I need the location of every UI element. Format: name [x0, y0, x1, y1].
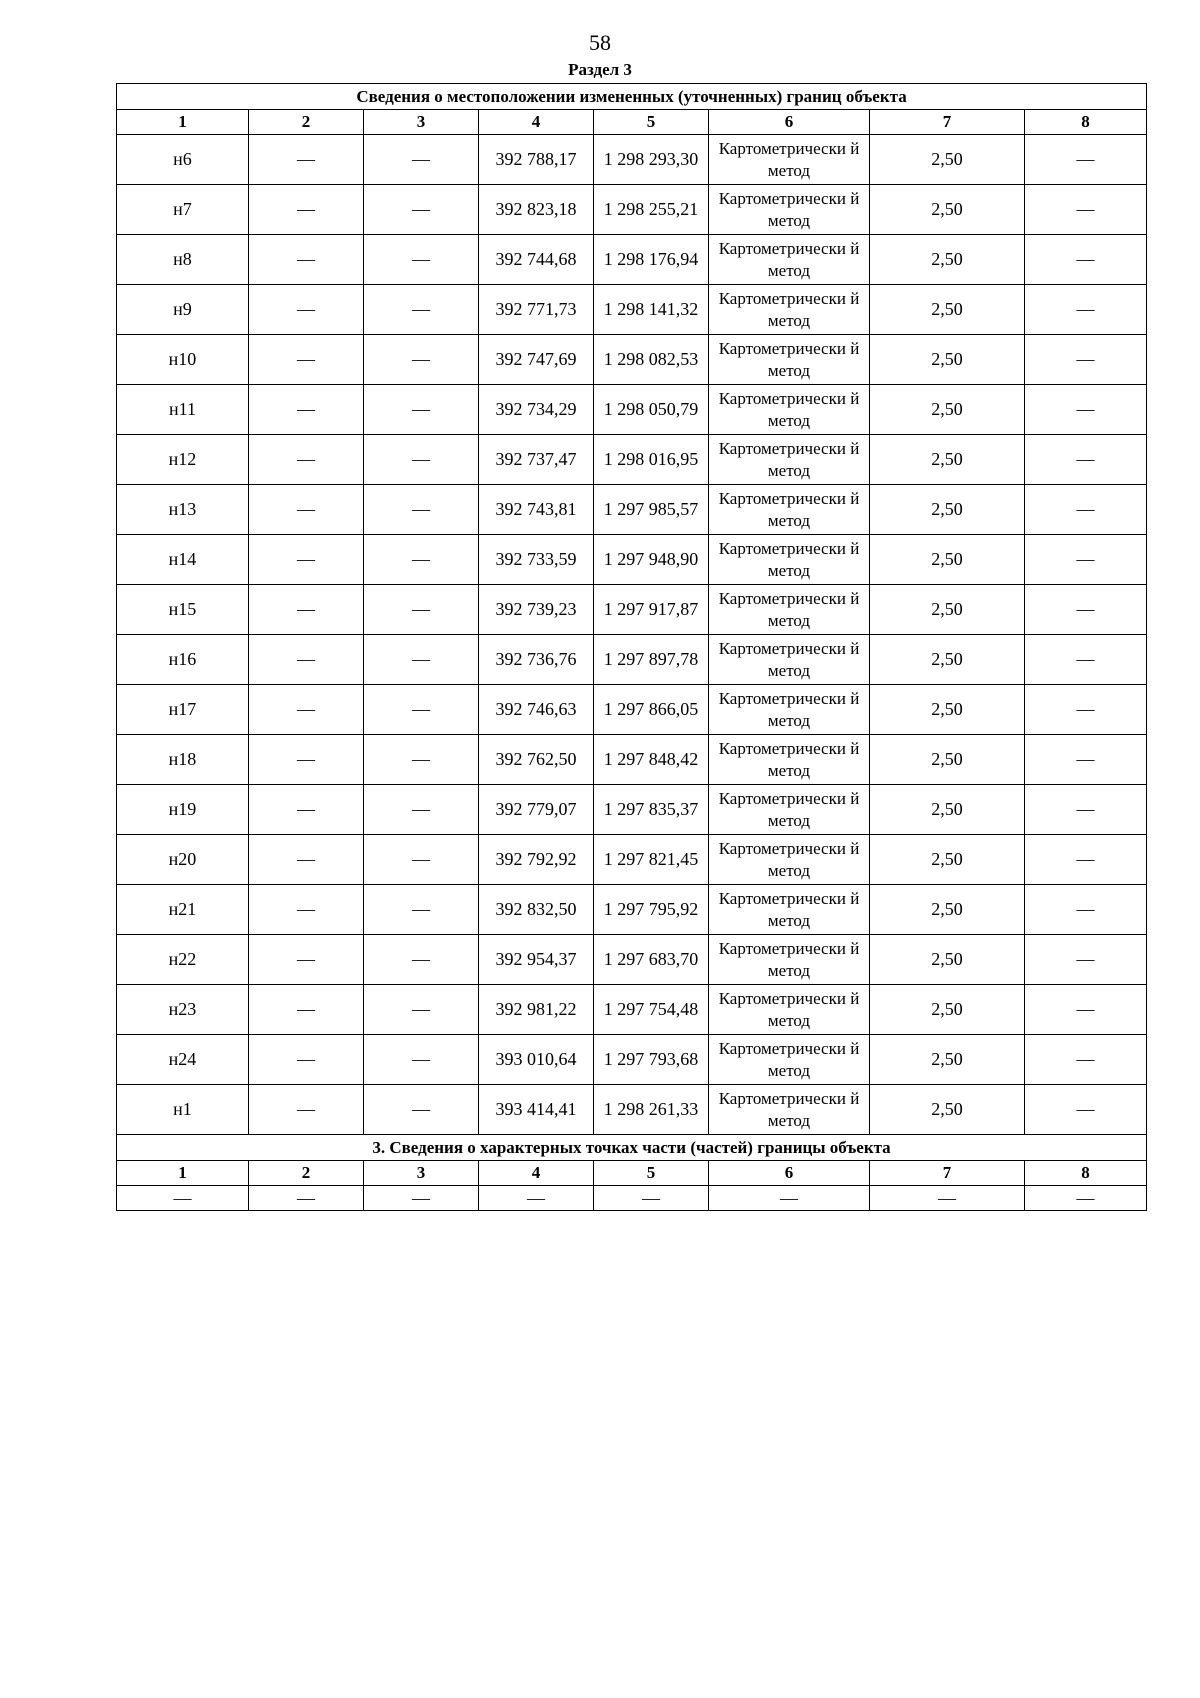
table-cell: 393 414,41 [479, 1085, 594, 1135]
column-number-cell: 3 [364, 110, 479, 135]
table1-title [117, 84, 1147, 110]
table-cell: 1 297 683,70 [594, 935, 709, 985]
column-number-cell: 6 [709, 1161, 870, 1186]
table-cell: 2,50 [870, 685, 1025, 735]
table-row [117, 135, 1147, 185]
table-cell: 392 771,73 [479, 285, 594, 335]
table-cell: н7 [117, 185, 249, 235]
table-cell: 392 746,63 [479, 685, 594, 735]
table-row [117, 635, 1147, 685]
table-cell: — [1025, 1186, 1147, 1211]
table-cell: 392 823,18 [479, 185, 594, 235]
table-cell: Картометрически й метод [709, 985, 870, 1035]
table-cell: — [1025, 385, 1147, 435]
table-cell: 1 297 866,05 [594, 685, 709, 735]
table-cell: н18 [117, 735, 249, 785]
table-cell: — [364, 1035, 479, 1085]
table-cell: — [249, 1186, 364, 1211]
table-cell: — [1025, 235, 1147, 285]
column-number-cell: 2 [249, 1161, 364, 1186]
table-cell: — [364, 435, 479, 485]
table-cell: Картометрически й метод [709, 135, 870, 185]
table-cell: Картометрически й метод [709, 685, 870, 735]
table-cell: — [249, 335, 364, 385]
table-row [117, 735, 1147, 785]
table-cell: Картометрически й метод [709, 585, 870, 635]
table-cell: Картометрически й метод [709, 785, 870, 835]
table-cell: — [117, 1186, 249, 1211]
table-cell: 2,50 [870, 885, 1025, 935]
table-cell: 392 733,59 [479, 535, 594, 585]
table-cell: 1 297 948,90 [594, 535, 709, 585]
table-cell: 392 832,50 [479, 885, 594, 935]
table-row [117, 1035, 1147, 1085]
table-cell: — [364, 185, 479, 235]
column-number-cell: 8 [1025, 110, 1147, 135]
table-cell: — [249, 535, 364, 585]
section-title: Раздел 3 [568, 60, 632, 79]
table-cell: — [1025, 735, 1147, 785]
table-cell: н22 [117, 935, 249, 985]
table-row [117, 185, 1147, 235]
table-cell: н10 [117, 335, 249, 385]
table-cell: — [249, 1085, 364, 1135]
table-cell: — [249, 735, 364, 785]
column-number-cell: 1 [117, 110, 249, 135]
table-cell: — [1025, 1035, 1147, 1085]
table-cell: Картометрически й метод [709, 835, 870, 885]
table-cell: — [364, 835, 479, 885]
table-cell: — [1025, 185, 1147, 235]
table-cell: — [364, 585, 479, 635]
table-cell: — [249, 185, 364, 235]
table-cell: Картометрически й метод [709, 385, 870, 435]
table-cell: 392 734,29 [479, 385, 594, 435]
table2-column-numbers [117, 1161, 1147, 1186]
table-cell: н23 [117, 985, 249, 1035]
table-cell: — [364, 735, 479, 785]
table-cell: 392 737,47 [479, 435, 594, 485]
table-cell: — [364, 885, 479, 935]
table-cell: — [249, 935, 364, 985]
table-row [117, 285, 1147, 335]
table-cell: — [1025, 1085, 1147, 1135]
table-cell: — [364, 985, 479, 1035]
column-number-cell: 7 [870, 1161, 1025, 1186]
table-cell: — [249, 235, 364, 285]
table-cell: 2,50 [870, 385, 1025, 435]
table-cell: — [249, 685, 364, 735]
table-row [117, 235, 1147, 285]
table-cell: н12 [117, 435, 249, 485]
table2-title-text: 3. Сведения о характерных точках части (частей) границы объекта [117, 1135, 1147, 1161]
table-cell: 1 298 050,79 [594, 385, 709, 435]
table-cell: 1 297 793,68 [594, 1035, 709, 1085]
table-cell: 392 736,76 [479, 635, 594, 685]
table-cell: — [1025, 535, 1147, 585]
table-cell: — [1025, 135, 1147, 185]
table-row [117, 1085, 1147, 1135]
table-cell: 1 297 985,57 [594, 485, 709, 535]
table-cell: н24 [117, 1035, 249, 1085]
table-cell: — [870, 1186, 1025, 1211]
table-cell: — [249, 285, 364, 335]
column-number-cell: 6 [709, 110, 870, 135]
table-cell: Картометрически й метод [709, 235, 870, 285]
table-cell: 2,50 [870, 285, 1025, 335]
table-row [117, 535, 1147, 585]
table-cell: Картометрически й метод [709, 285, 870, 335]
table-cell: — [709, 1186, 870, 1211]
table-cell: н20 [117, 835, 249, 885]
table2-title [117, 1135, 1147, 1161]
table-cell: — [364, 1186, 479, 1211]
table-cell: Картометрически й метод [709, 1085, 870, 1135]
table-cell: 1 298 255,21 [594, 185, 709, 235]
table-cell: 1 297 835,37 [594, 785, 709, 835]
column-number-cell: 2 [249, 110, 364, 135]
table-cell: н19 [117, 785, 249, 835]
table-cell: 2,50 [870, 535, 1025, 585]
table-cell: 2,50 [870, 485, 1025, 535]
table-cell: 2,50 [870, 1035, 1025, 1085]
table-cell: — [364, 285, 479, 335]
table-cell: — [364, 635, 479, 685]
table-cell: 392 779,07 [479, 785, 594, 835]
table-cell: 392 788,17 [479, 135, 594, 185]
table-cell: 1 297 917,87 [594, 585, 709, 635]
table-cell: 2,50 [870, 435, 1025, 485]
table-cell: 2,50 [870, 835, 1025, 885]
table-cell: н9 [117, 285, 249, 335]
table-cell: 2,50 [870, 785, 1025, 835]
table-cell: 1 298 016,95 [594, 435, 709, 485]
column-number-cell: 4 [479, 110, 594, 135]
column-number-cell: 4 [479, 1161, 594, 1186]
table-cell: 2,50 [870, 935, 1025, 985]
table-cell: 1 298 141,32 [594, 285, 709, 335]
table-cell: — [364, 935, 479, 985]
table-cell: — [1025, 485, 1147, 535]
table-cell: — [364, 785, 479, 835]
table-cell: — [249, 485, 364, 535]
table-cell: — [249, 985, 364, 1035]
table-cell: — [594, 1186, 709, 1211]
table-cell: 392 739,23 [479, 585, 594, 635]
table-cell: — [1025, 835, 1147, 885]
table-cell: — [1025, 785, 1147, 835]
table-cell: 1 298 082,53 [594, 335, 709, 385]
column-number-cell: 3 [364, 1161, 479, 1186]
table-cell: — [249, 885, 364, 935]
table-cell: — [1025, 985, 1147, 1035]
table-cell: — [1025, 585, 1147, 635]
table-cell: 1 298 261,33 [594, 1085, 709, 1135]
table-cell: — [1025, 635, 1147, 685]
table-cell: — [249, 1035, 364, 1085]
column-number-cell: 5 [594, 110, 709, 135]
table-cell: 2,50 [870, 1085, 1025, 1135]
table-row [117, 785, 1147, 835]
table-cell: — [364, 1085, 479, 1135]
table-cell: — [364, 485, 479, 535]
table-cell: Картометрически й метод [709, 435, 870, 485]
table1-title-text: Сведения о местоположении измененных (уточненных) границ объекта [117, 84, 1147, 110]
table-cell: 2,50 [870, 635, 1025, 685]
table-cell: Картометрически й метод [709, 1035, 870, 1085]
table-cell: — [1025, 685, 1147, 735]
table-cell: 2,50 [870, 735, 1025, 785]
table-row [117, 435, 1147, 485]
table-cell: — [249, 785, 364, 835]
table-cell: 2,50 [870, 135, 1025, 185]
table-cell: 1 297 754,48 [594, 985, 709, 1035]
table-cell: 392 744,68 [479, 235, 594, 285]
table-cell: н1 [117, 1085, 249, 1135]
table-cell: 2,50 [870, 185, 1025, 235]
table-row [117, 1186, 1147, 1211]
table-row [117, 685, 1147, 735]
table-cell: н17 [117, 685, 249, 735]
table-row [117, 585, 1147, 635]
table1-column-numbers [117, 110, 1147, 135]
table-cell: — [364, 135, 479, 185]
table-cell: — [1025, 935, 1147, 985]
table-cell: н11 [117, 385, 249, 435]
table-cell: — [249, 585, 364, 635]
table-cell: Картометрически й метод [709, 635, 870, 685]
table-cell: 393 010,64 [479, 1035, 594, 1085]
table-cell: 1 297 821,45 [594, 835, 709, 885]
table-row [117, 335, 1147, 385]
table-cell: — [249, 635, 364, 685]
table-row [117, 935, 1147, 985]
column-number-cell: 7 [870, 110, 1025, 135]
table-cell: — [1025, 885, 1147, 935]
table-cell: 392 792,92 [479, 835, 594, 885]
column-number-cell: 8 [1025, 1161, 1147, 1186]
table-cell: 1 297 897,78 [594, 635, 709, 685]
table-cell: 2,50 [870, 585, 1025, 635]
table-cell: Картометрически й метод [709, 335, 870, 385]
table-cell: 2,50 [870, 335, 1025, 385]
table-cell: Картометрически й метод [709, 935, 870, 985]
table-cell: н21 [117, 885, 249, 935]
table-cell: — [249, 435, 364, 485]
table-cell: 1 297 848,42 [594, 735, 709, 785]
table-cell: н8 [117, 235, 249, 285]
table-cell: Картометрически й метод [709, 185, 870, 235]
table-cell: — [249, 385, 364, 435]
column-number-cell: 1 [117, 1161, 249, 1186]
table-cell: 2,50 [870, 985, 1025, 1035]
column-number-cell: 5 [594, 1161, 709, 1186]
table-cell: — [364, 235, 479, 285]
table-cell: 392 743,81 [479, 485, 594, 535]
table-cell: 392 981,22 [479, 985, 594, 1035]
coordinates-table [116, 83, 1147, 1211]
table-cell: н13 [117, 485, 249, 535]
table-cell: Картометрически й метод [709, 535, 870, 585]
table-cell: 392 762,50 [479, 735, 594, 785]
table-cell: — [364, 385, 479, 435]
table-cell: н15 [117, 585, 249, 635]
table-cell: — [1025, 335, 1147, 385]
table-cell: — [364, 685, 479, 735]
table-row [117, 985, 1147, 1035]
table-cell: — [364, 335, 479, 385]
table-cell: н14 [117, 535, 249, 585]
table-cell: 1 297 795,92 [594, 885, 709, 935]
table-row [117, 835, 1147, 885]
table-cell: Картометрически й метод [709, 485, 870, 535]
table-row [117, 385, 1147, 435]
table-cell: — [364, 535, 479, 585]
table-cell: 392 747,69 [479, 335, 594, 385]
table-row [117, 485, 1147, 535]
page-number: 58 [589, 30, 611, 55]
table-cell: — [249, 835, 364, 885]
table-cell: Картометрически й метод [709, 885, 870, 935]
table-cell: — [1025, 285, 1147, 335]
table-row [117, 885, 1147, 935]
table-cell: н6 [117, 135, 249, 185]
table-cell: — [479, 1186, 594, 1211]
table-cell: 1 298 176,94 [594, 235, 709, 285]
table-cell: 2,50 [870, 235, 1025, 285]
table-cell: — [1025, 435, 1147, 485]
table-cell: 1 298 293,30 [594, 135, 709, 185]
table-cell: — [249, 135, 364, 185]
table-cell: н16 [117, 635, 249, 685]
table-cell: Картометрически й метод [709, 735, 870, 785]
table-cell: 392 954,37 [479, 935, 594, 985]
